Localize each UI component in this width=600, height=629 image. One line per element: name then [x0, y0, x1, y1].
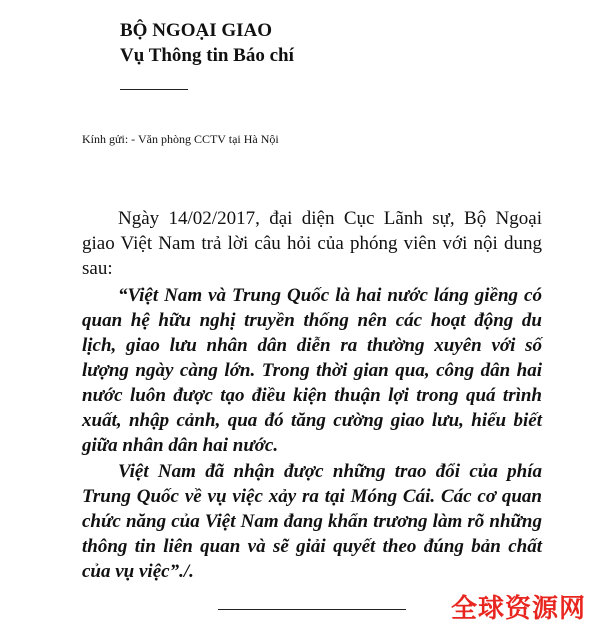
recipient-line: Kính gửi: - Văn phòng CCTV tại Hà Nội — [82, 132, 279, 146]
organization-header — [120, 18, 294, 68]
quote-paragraph-1: “Việt Nam và Trung Quốc là hai nước láng giềng có quan hệ hữu nghị truyền thống nên các hoạt động du lịch, giao lưu nhân dân diễn ra thường xuyên với số lượng ngày càng lớn. Trong thời gian qua, công dân hai nước luôn được tạo điều kiện thuận lợi trong quá trình xuất, nhập cảnh, qua đó tăng cường giao lưu, hiểu biết giữa nhân dân hai nước. — [82, 285, 542, 456]
closing-divider — [218, 609, 406, 610]
department-name: Vụ Thông tin Báo chí — [120, 45, 294, 66]
quote-paragraph-2: Việt Nam đã nhận được những trao đổi của phía Trung Quốc về vụ việc xảy ra tại Móng Cái. Các cơ quan chức năng của Việt Nam đang khẩn trương làm rõ những thông tin liên quan và sẽ giải quyết theo đúng bản chất của vụ việc”./. — [82, 461, 542, 582]
intro-paragraph: Ngày 14/02/2017, đại diện Cục Lãnh sự, Bộ Ngoại giao Việt Nam trả lời câu hỏi của phóng viên với nội dung sau: — [82, 208, 542, 279]
watermark-logo: 全球资源网 — [450, 594, 586, 624]
ministry-name: BỘ NGOẠI GIAO — [120, 20, 273, 41]
header-divider — [120, 89, 188, 90]
